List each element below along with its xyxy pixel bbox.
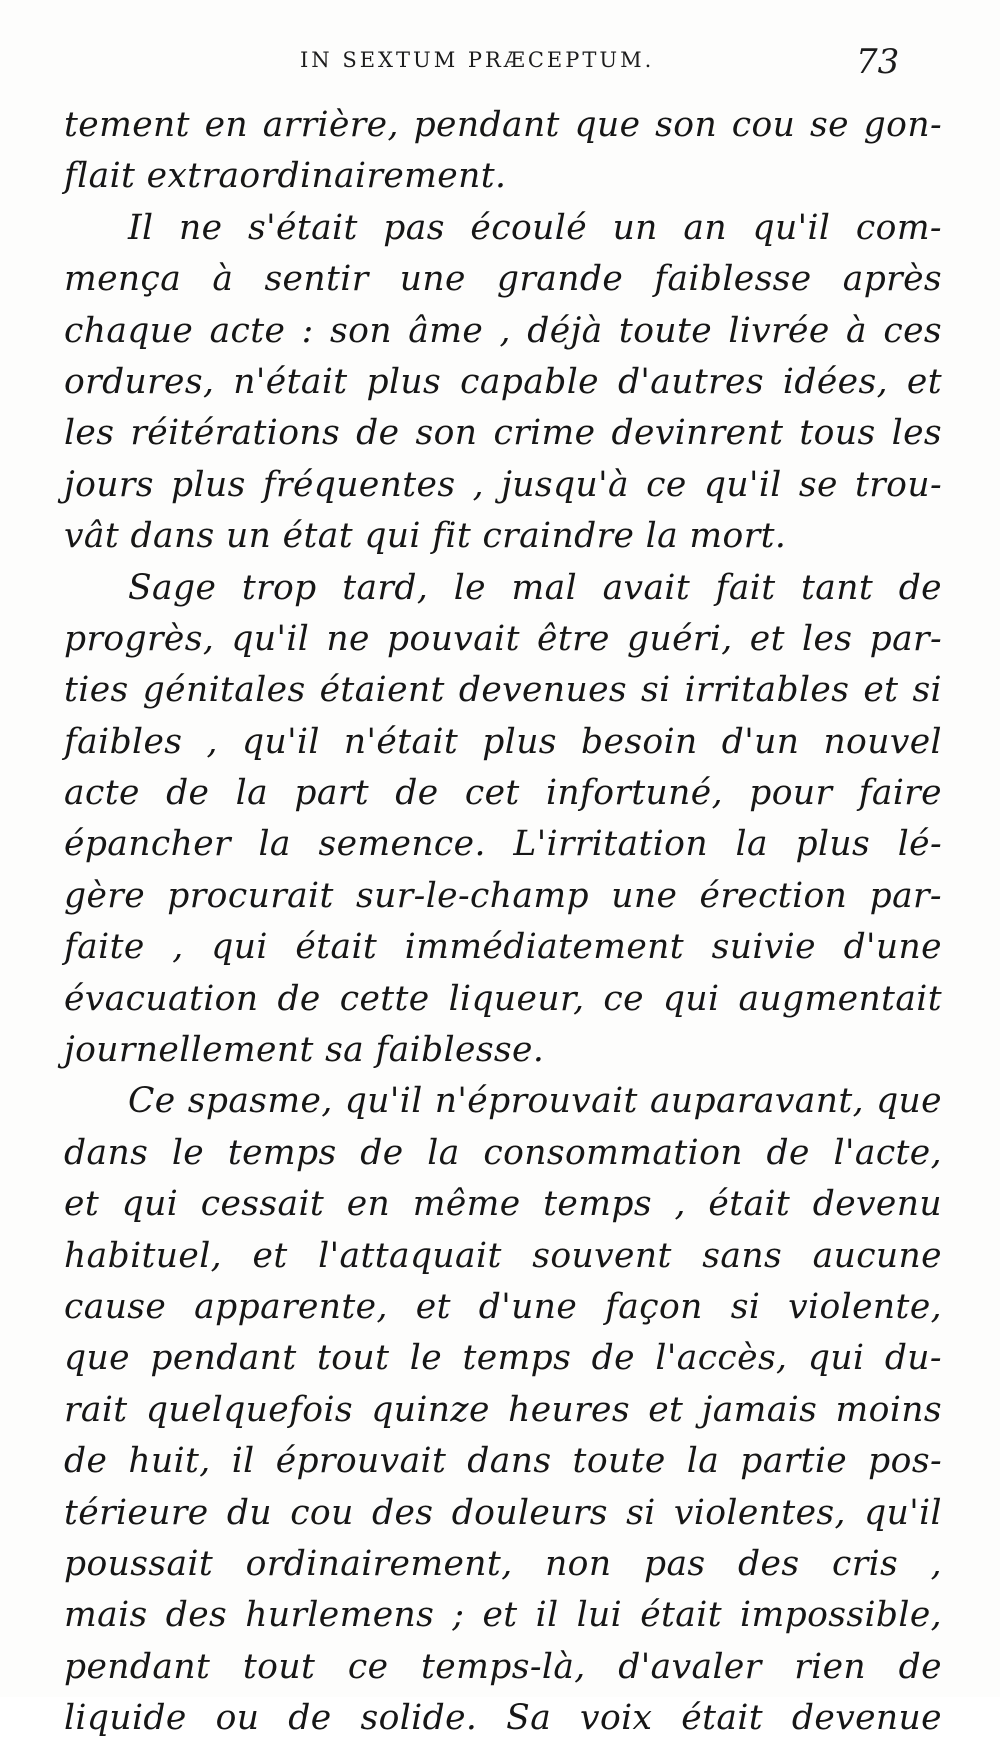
text-line: mais des hurlemens ; et il lui était impossible, <box>64 1595 942 1636</box>
text-line: Ce spasme, qu'il n'éprouvait auparavant, que <box>128 1081 942 1122</box>
text-line: acte de la part de cet infortuné, pour faire <box>64 773 942 814</box>
text-line: progrès, qu'il ne pouvait être guéri, et les par- <box>64 618 942 659</box>
body-text <box>64 100 942 1745</box>
text-line: jours plus fréquentes , jusqu'à ce qu'il se trou- <box>64 464 942 505</box>
text-line: et qui cessait en même temps , était devenu <box>64 1184 942 1225</box>
text-line: gère procurait sur-le-champ une érection par- <box>64 875 942 916</box>
text-line: Sage trop tard, le mal avait fait tant de <box>128 567 942 608</box>
text-line: faibles , qu'il n'était plus besoin d'un nouvel <box>64 721 942 762</box>
text-line: habituel, et l'attaquait souvent sans aucune <box>64 1235 942 1276</box>
text-line: épancher la semence. L'irritation la plus lé- <box>64 824 942 865</box>
running-title: IN SEXTUM PRÆCEPTUM. <box>300 48 655 72</box>
text-line: cause apparente, et d'une façon si violente, <box>64 1286 942 1327</box>
text-line: poussait ordinairement, non pas des cris , <box>64 1543 942 1584</box>
text-line: tement en arrière, pendant que son cou se gon- <box>64 105 942 145</box>
text-line: ordures, n'était plus capable d'autres idées, et <box>64 361 942 402</box>
text-line: flait extraordinairement. <box>64 156 507 197</box>
text-line: rait quelquefois quinze heures et jamais moins <box>64 1389 942 1430</box>
text-line: faite , qui était immédiatement suivie d'une <box>64 927 942 968</box>
text-line: ties génitales étaient devenues si irritables et si <box>64 670 942 711</box>
text-line: mença à sentir une grande faiblesse après <box>64 259 942 300</box>
text-line: les réitérations de son crime devinrent tous les <box>64 413 942 454</box>
text-line: chaque acte : son âme , déjà toute livrée à ces <box>64 310 942 351</box>
text-line: de huit, il éprouvait dans toute la partie pos- <box>64 1441 942 1482</box>
text-line: vât dans un état qui fit craindre la mort. <box>64 516 787 557</box>
page-number: 73 <box>856 42 900 82</box>
text-line: pendant tout ce temps-là, d'avaler rien de <box>64 1646 942 1687</box>
text-line: journellement sa faiblesse. <box>64 1030 545 1071</box>
text-line: dans le temps de la consommation de l'acte, <box>64 1132 942 1173</box>
text-line: que pendant tout le temps de l'accès, qui du- <box>64 1338 942 1379</box>
text-line: liquide ou de solide. Sa voix était devenue <box>64 1698 942 1739</box>
text-line: térieure du cou des douleurs si violentes, qu'il <box>64 1492 942 1533</box>
text-line: Il ne s'était pas écoulé un an qu'il com- <box>128 207 942 248</box>
text-line: évacuation de cette liqueur, ce qui augmentait <box>64 978 942 1019</box>
running-head <box>0 40 1000 90</box>
